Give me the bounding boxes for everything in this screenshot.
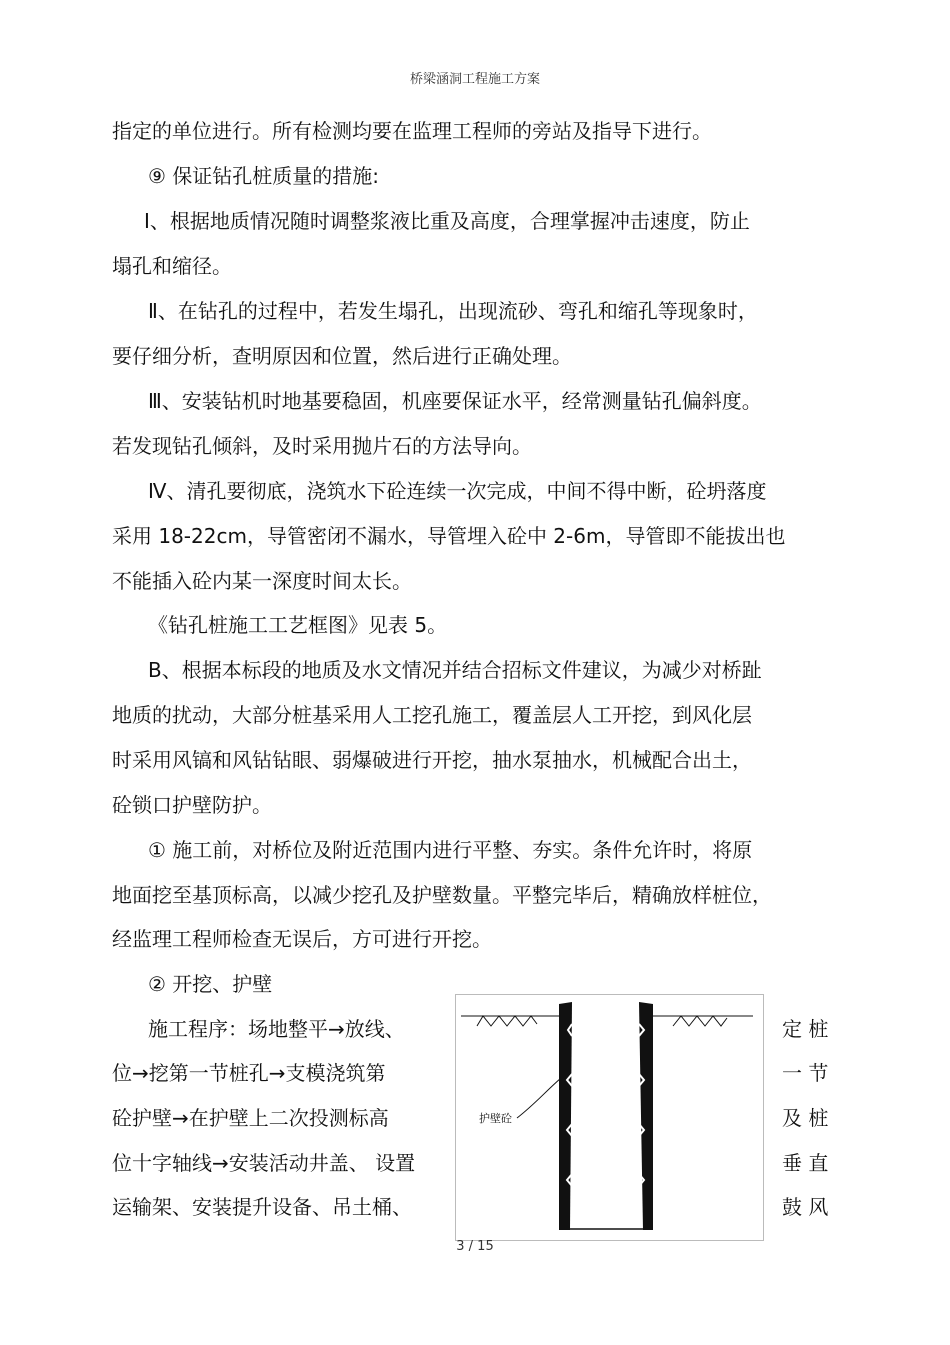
text-line: 要仔细分析，查明原因和位置，然后进行正确处理。 [112,344,572,368]
text-line: 《钻孔桩施工工艺框图》见表 5。 [148,613,448,637]
soil-hatch-left [477,1016,537,1026]
text-line: 施工程序：场地整平→放线、 [148,1017,405,1041]
text-line-right: 垂 直 [782,1151,829,1175]
text-line-right: 鼓 风 [782,1195,829,1219]
page-header: 桥梁涵洞工程施工方案 [409,72,540,87]
text-line: Ⅳ、清孔要彻底，浇筑水下砼连续一次完成，中间不得中断，砼坍落度 [148,479,767,503]
text-line: 指定的单位进行。所有检测均要在监理工程师的旁站及指导下进行。 [112,119,712,143]
page-number: 3 / 15 [456,1239,494,1254]
text-line: 运输架、安装提升设备、吊土桶、 [112,1195,412,1219]
text-line: Ⅰ、根据地质情况随时调整浆液比重及高度，合理掌握冲击速度，防止 [144,209,750,233]
text-line: 不能插入砼内某一深度时间太长。 [112,569,412,593]
text-line: B、根据本标段的地质及水文情况并结合招标文件建议，为减少对桥趾 [148,658,762,682]
text-line: 砼护壁→在护壁上二次投测标高 [112,1106,389,1130]
text-line: ⑨ 保证钻孔桩质量的措施: [148,164,380,188]
text-line-right: 一 节 [782,1061,829,1085]
text-line: Ⅲ、安装钻机时地基要稳固，机座要保证水平，经常测量钻孔偏斜度。 [148,389,762,413]
figure-label: 护壁砼 [479,1113,512,1125]
text-line: ① 施工前，对桥位及附近范围内进行平整、夯实。条件允许时，将原 [148,838,753,862]
text-line: 若发现钻孔倾斜，及时采用抛片石的方法导向。 [112,434,532,458]
text-line-right: 及 桩 [782,1106,829,1130]
leader-line [517,1078,561,1118]
text-line: 地面挖至基顶标高，以减少挖孔及护壁数量。平整完毕后，精确放样桩位， [112,883,772,907]
right-wall [639,1002,653,1230]
text-line: 地质的扰动，大部分桩基采用人工挖孔施工，覆盖层人工开挖，到风化层 [112,703,752,727]
text-line: 采用 18-22cm，导管密闭不漏水，导管埋入砼中 2-6m，导管即不能拔出也 [112,524,786,548]
text-line: 经监理工程师检查无误后，方可进行开挖。 [112,927,492,951]
soil-hatch-right [673,1016,727,1026]
text-line: 位十字轴线→安装活动井盖、 设置 [112,1151,416,1175]
text-line: 塌孔和缩径。 [112,254,232,278]
text-line: 砼锁口护壁防护。 [112,793,272,817]
text-line: ② 开挖、护壁 [148,972,273,996]
text-line: 时采用风镐和风钻钻眼、弱爆破进行开挖，抽水泵抽水，机械配合出土， [112,748,752,772]
left-wall [559,1002,572,1230]
pile-wall-figure [455,994,765,1242]
text-line: 位→挖第一节桩孔→支模浇筑第 [112,1061,386,1085]
text-line-right: 定 桩 [782,1017,829,1041]
text-line: Ⅱ、在钻孔的过程中，若发生塌孔，出现流砂、弯孔和缩孔等现象时， [148,299,758,323]
